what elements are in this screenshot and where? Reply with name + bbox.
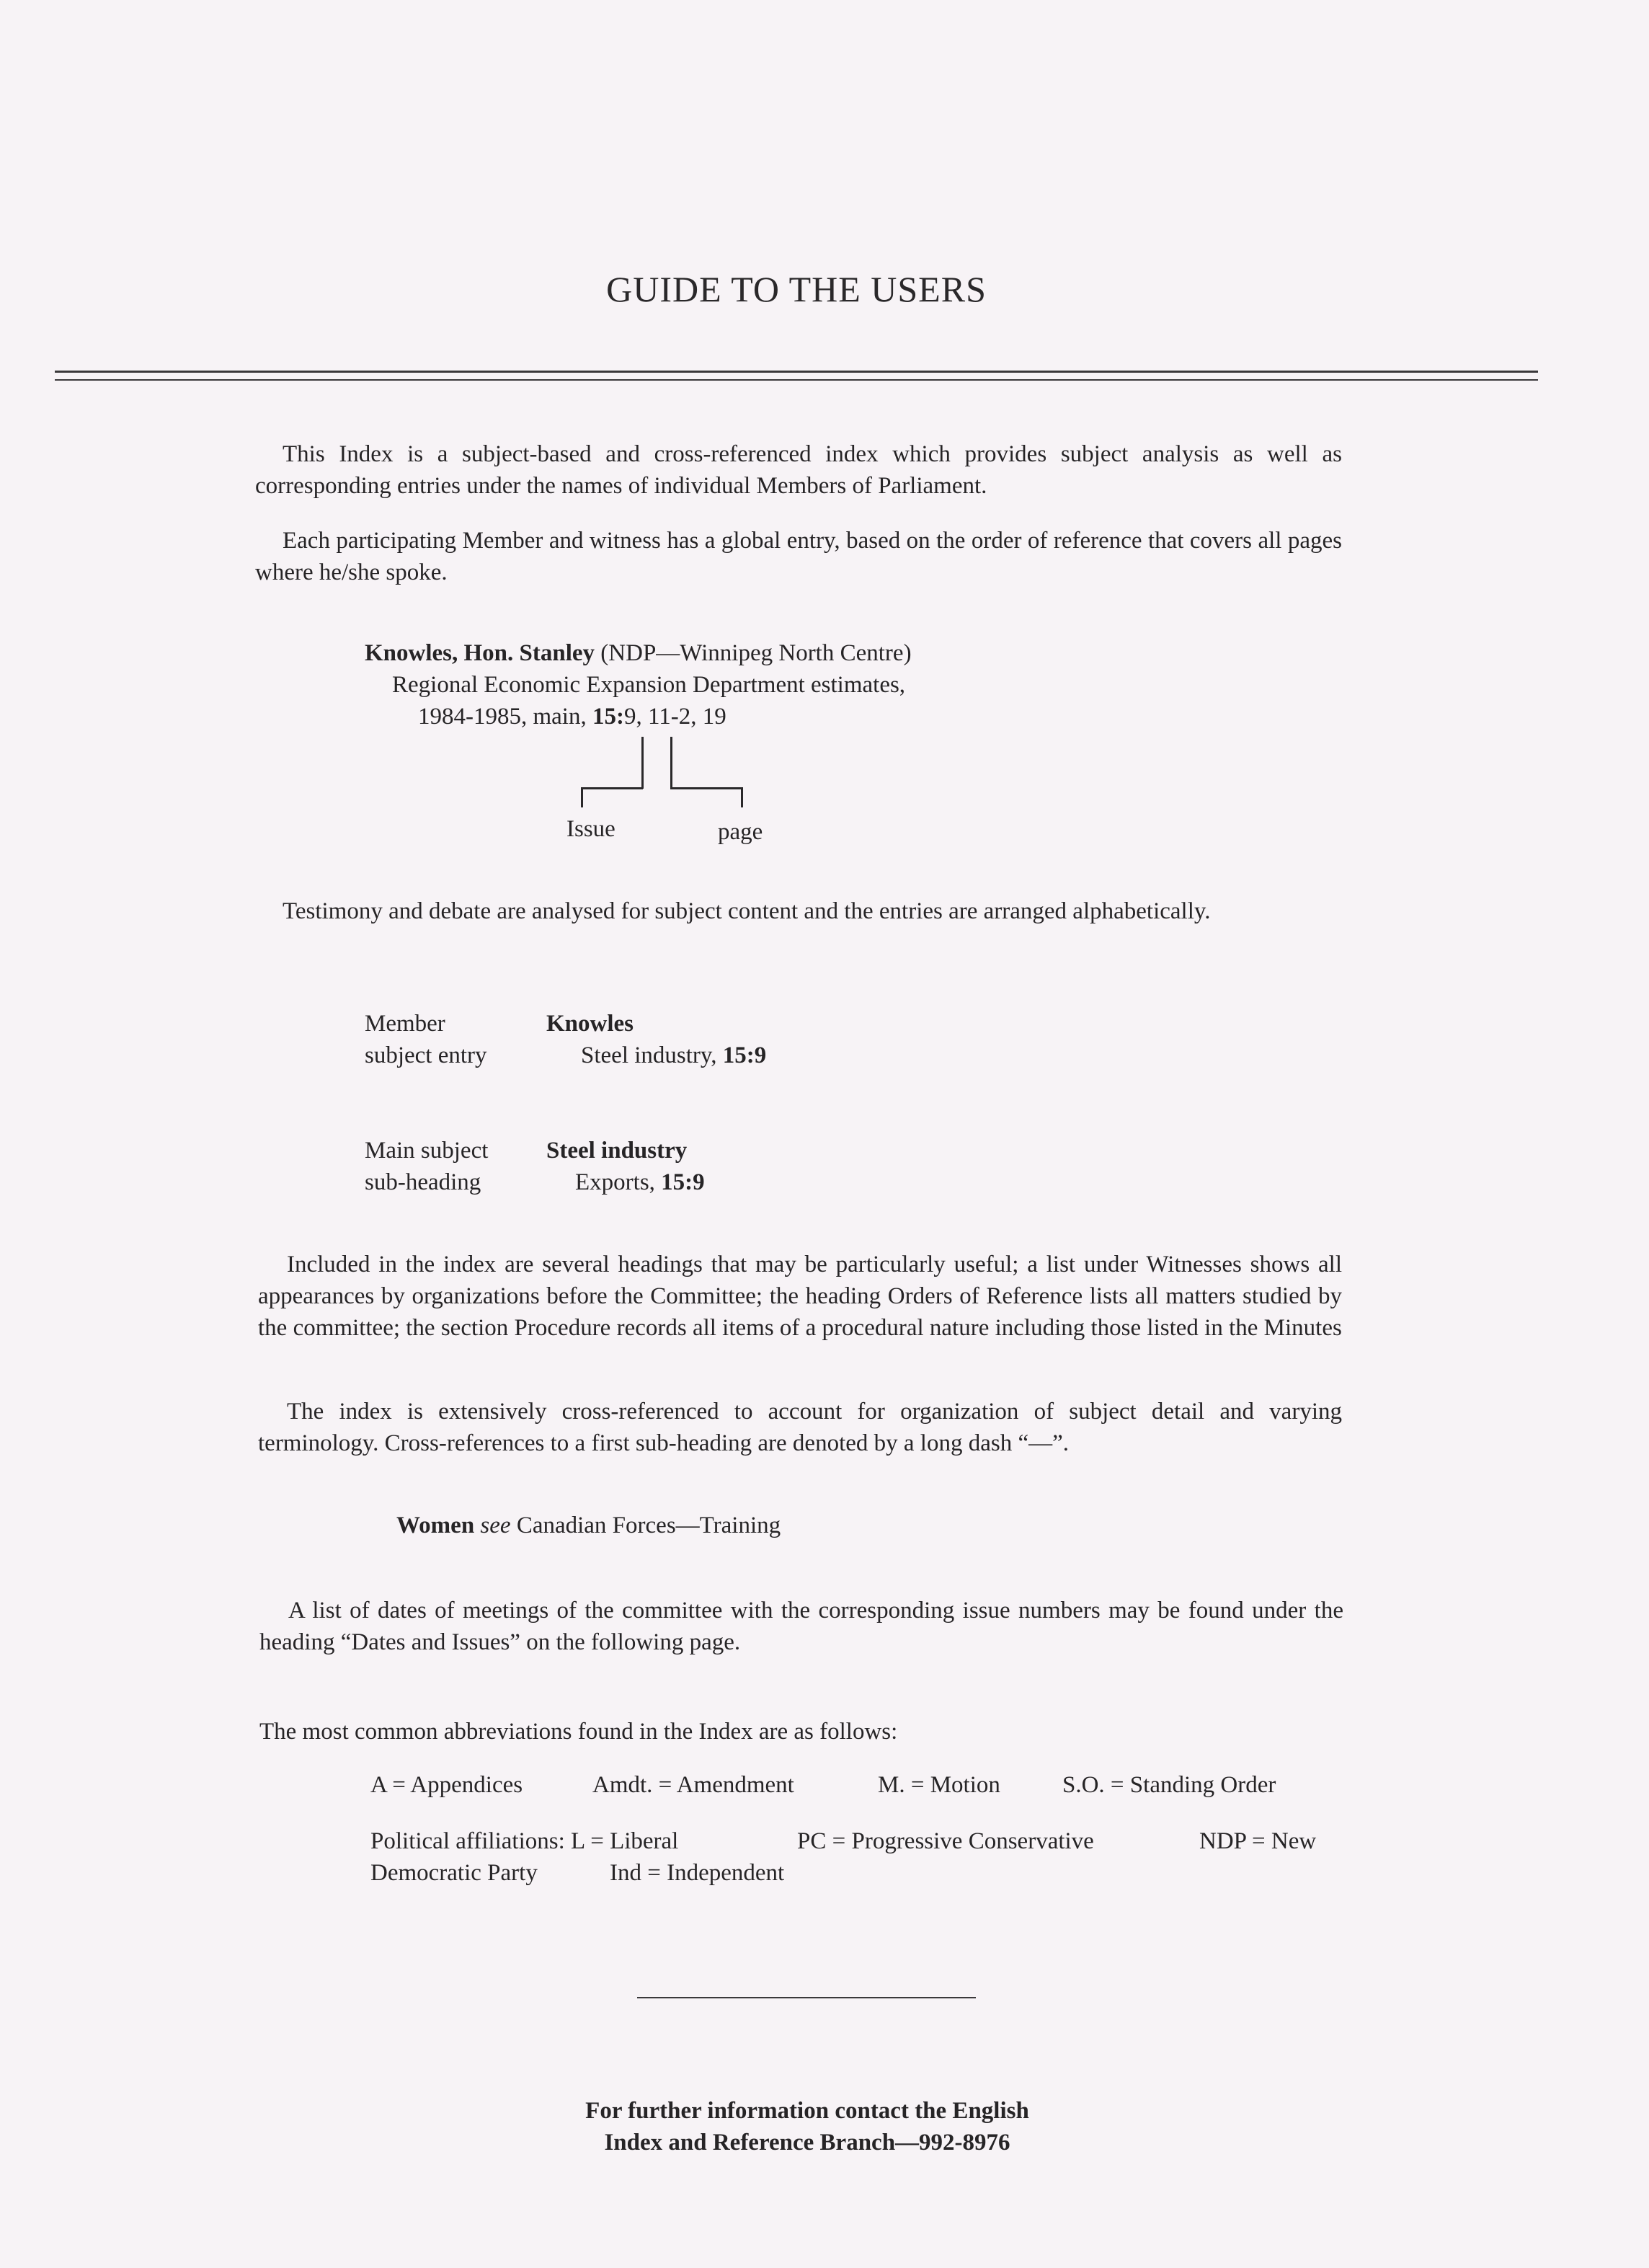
member-example-entry bbox=[581, 1040, 766, 1071]
member-example-ref: 15:9 bbox=[722, 1042, 767, 1068]
example-entry-line1 bbox=[365, 637, 912, 669]
title-rule-bottom bbox=[55, 379, 1538, 381]
see-example-see: see bbox=[480, 1512, 511, 1538]
example-entry-issue: 15: bbox=[592, 704, 624, 730]
abbrev-appendices: A = Appendices bbox=[370, 1772, 523, 1798]
intro-paragraph-2: Each participating Member and witness has a global entry, based on the order of reference that covers all pages where he/she spoke. bbox=[255, 528, 1342, 585]
included-paragraph: Included in the index are several headings that may be particularly useful; a list under Witnesses shows all appearances by organizations before the Committee; the heading Orders of Reference lists all matters studied by the committee; the section Procedure records all items of a procedural nature including those listed in the Minutes bbox=[258, 1252, 1342, 1341]
testimony-paragraph: Testimony and debate are analysed for subject content and the entries are arranged alphabetically. bbox=[283, 898, 1211, 924]
subject-example-ref: 15:9 bbox=[661, 1169, 705, 1195]
footer-separator bbox=[637, 1997, 976, 1998]
affiliations-line1-b: PC = Progressive Conservative bbox=[797, 1828, 1094, 1854]
affiliations-line2-b: Ind = Independent bbox=[610, 1860, 785, 1886]
example-entry-line3 bbox=[418, 701, 726, 732]
bracket-page-tick bbox=[741, 787, 743, 807]
subject-example-label-1: Main subject bbox=[365, 1138, 489, 1164]
intro-paragraph-1: This Index is a subject-based and cross-referenced index which provides subject analysis as well as corresponding entries under the names of individual Members of Parliament. bbox=[255, 441, 1342, 499]
subject-example-entry-text: Exports, bbox=[575, 1169, 662, 1195]
bracket-page-horizontal bbox=[670, 787, 742, 789]
abbrev-amendment: Amdt. = Amendment bbox=[592, 1772, 794, 1798]
page-title: GUIDE TO THE USERS bbox=[606, 269, 987, 309]
example-entry-name: Knowles, Hon. Stanley bbox=[365, 640, 595, 666]
affiliations-line2-a: Democratic Party bbox=[370, 1860, 538, 1886]
bracket-page-vertical bbox=[670, 737, 672, 789]
example-entry-line2: Regional Economic Expansion Department estimates, bbox=[392, 672, 906, 698]
abbrev-standing-order: S.O. = Standing Order bbox=[1062, 1772, 1276, 1798]
subject-example-entry bbox=[575, 1166, 705, 1198]
member-example-label-1: Member bbox=[365, 1011, 445, 1037]
example-entry-line3-post: 9, 11-2, 19 bbox=[623, 704, 726, 730]
example-entry-affiliation: (NDP—Winnipeg North Centre) bbox=[595, 640, 912, 666]
abbreviations-intro: The most common abbreviations found in the Index are as follows: bbox=[259, 1719, 898, 1745]
subject-example-label-2: sub-heading bbox=[365, 1169, 481, 1195]
footer-line-2: Index and Reference Branch—992-8976 bbox=[604, 2130, 1010, 2156]
affiliations-line1-c: NDP = New bbox=[1199, 1828, 1317, 1854]
member-example-entry-text: Steel industry, bbox=[581, 1042, 723, 1068]
bracket-page-label: page bbox=[718, 819, 763, 845]
footer-line-1: For further information contact the English bbox=[585, 2098, 1029, 2124]
bracket-issue-tick bbox=[581, 787, 583, 807]
subject-example-heading: Steel industry bbox=[546, 1138, 688, 1164]
abbrev-motion: M. = Motion bbox=[878, 1772, 1000, 1798]
affiliations-line1-a: Political affiliations: L = Liberal bbox=[370, 1828, 679, 1854]
footer-contact bbox=[0, 2095, 1614, 2158]
see-example-target: Canadian Forces—Training bbox=[510, 1512, 781, 1538]
crossref-paragraph: The index is extensively cross-referenced to account for organization of subject detail and varying terminology. Cross-references to a first sub-heading are denoted by a long dash “—”. bbox=[258, 1399, 1342, 1456]
example-entry-line3-pre: 1984-1985, main, bbox=[418, 704, 592, 730]
bracket-issue-label: Issue bbox=[566, 816, 615, 842]
member-example-label-2: subject entry bbox=[365, 1042, 487, 1068]
member-example-heading: Knowles bbox=[546, 1011, 634, 1037]
title-rule-top bbox=[55, 371, 1538, 373]
dates-paragraph: A list of dates of meetings of the committee with the corresponding issue numbers may be found under the heading “Dates and Issues” on the following page. bbox=[259, 1598, 1343, 1655]
bracket-issue-vertical bbox=[641, 737, 644, 789]
see-example-heading: Women bbox=[396, 1512, 475, 1538]
bracket-issue-horizontal bbox=[581, 787, 643, 789]
see-example bbox=[396, 1510, 781, 1541]
